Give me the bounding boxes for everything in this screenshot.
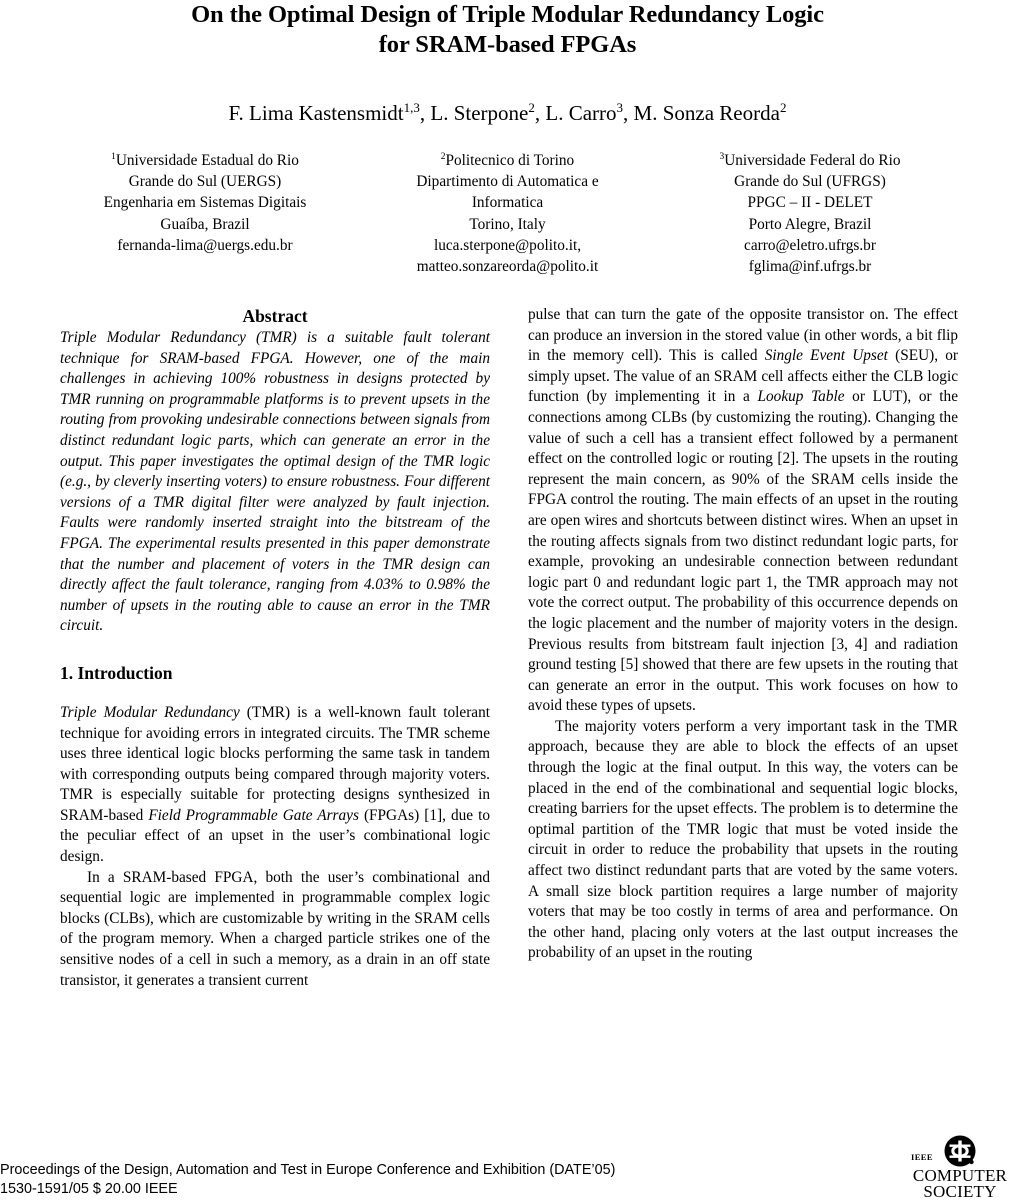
affiliation-2-line-3: Informatica	[471, 194, 544, 212]
intro-paragraph-1	[60, 703, 490, 868]
section-heading-introduction: 1. Introduction	[60, 662, 173, 683]
author-1-name: F. Lima Kastensmidt	[228, 101, 404, 125]
footer-line-proceedings: Proceedings of the Design, Automation and Test in Europe Conference and Exhibition (DATE’05)	[0, 1162, 616, 1178]
footer-line-issn: 1530-1591/05 $ 20.00 IEEE	[0, 1180, 178, 1197]
title-line-2: for SRAM-based FPGAs	[378, 31, 637, 58]
affiliation-2-marker: 2	[440, 151, 446, 162]
affiliation-3-institution: Universidade Federal do Rio	[724, 152, 901, 169]
author-3-name: L. Carro	[545, 101, 617, 125]
ieee-circle-emblem-icon	[941, 1134, 979, 1168]
affiliation-2	[358, 150, 658, 277]
intro-p3-text-3: or LUT), or the connections among CLBs (by customizing the routing). Changing the value of such a cell has a transient effect followed by a permanent effect on the controlled logic or routing [2]. The upsets in the routing represent the main concern, as 90% of the SRAM cells inside the FPGA control the routing. The main effects of an upset in the routing are open wires and shortcuts between distinct wires. When an upset in the routing affects signals from two distinct redundant logic parts, for example, provoking an undesirable connection between redundant logic part 0 and redundant logic part 1, the TMR approach may not vote the correct output. The probability of this occurrence depends on the logic placement and the number of majority voters in the design. Previous results from bitstream fault injection [3, 4] and radiation ground testing [5] showed that there are few upsets in the routing that can generate an error in the output. This work focuses on how to avoid these types of upsets.	[528, 388, 958, 715]
intro-p3-italic-2: Lookup Table	[757, 388, 845, 406]
ieee-computer-society-logo	[905, 1134, 1015, 1200]
affiliation-3-marker: 3	[719, 151, 725, 162]
affiliation-2-line-1	[358, 150, 658, 171]
intro-paragraph-4: The majority voters perform a very important task in the TMR approach, because they are able to block the effects of an upset through the logic at the final output. In this way, the voters can be placed in the end of the combinational and sequential logic blocks, creating barriers for the upset effects. The problem is to determine the optimal partition of the TMR logic that must be voted inside the circuit in order to reduce the probability that upsets in the routing affect two distinct redundant parts that are voted by the same voters. A small size block partition requires a large number of majority voters that may be too costly in terms of area and performance. On the other hand, placing only voters at the last output increases the probability of an upset in the routing	[528, 717, 958, 962]
intro-p3-text-2: (SEU), or simply upset. The value of an SRAM cell affects either the CLB logic function (by implementing it in a	[528, 347, 958, 406]
logo-ieee-text: IEEE	[911, 1152, 933, 1162]
affiliation-2-line-2: Dipartimento di Automatica e	[416, 173, 599, 191]
logo-emblem-row	[905, 1134, 1015, 1168]
intro-p1-italic-1: Triple Modular Redundancy	[60, 703, 240, 721]
affiliation-3-email-2: fglima@inf.ufrgs.br	[748, 258, 872, 276]
intro-p1-italic-2: Field Programmable Gate Arrays	[148, 806, 359, 824]
affiliation-1	[55, 150, 355, 256]
affiliation-1-line-4: Guaíba, Brazil	[160, 215, 250, 233]
affiliation-1-institution: Universidade Estadual do Rio	[115, 152, 299, 169]
affiliation-1-line-1	[55, 150, 355, 171]
affiliation-3-line-4: Porto Alegre, Brazil	[748, 215, 872, 233]
intro-paragraph-2: In a SRAM-based FPGA, both the user’s combinational and sequential logic are implemented in programmable complex logic blocks (CLBs), which are customizable by writing in the SRAM cells of the program memory. When a charged particle strikes one of the sensitive nodes of a cell in such a memory, as a drain in an off state transistor, it generates a transient current	[60, 868, 490, 989]
affiliation-3-line-2: Grande do Sul (UFRGS)	[734, 173, 886, 191]
affiliation-3-line-1	[660, 150, 960, 171]
author-4-name: M. Sonza Reorda	[633, 101, 780, 125]
page-title	[60, 0, 955, 60]
intro-p3-italic-1: Single Event Upset	[764, 347, 888, 365]
intro-p1-text-2: (FPGAs) [1], due to the peculiar effect of an upset in the user’s combinational logic design.	[60, 806, 490, 866]
author-4-affiliation-marker: 2	[779, 100, 787, 115]
intro-paragraph-3	[528, 305, 958, 717]
author-sep-2: ,	[534, 101, 546, 125]
affiliation-1-email: fernanda-lima@uergs.edu.br	[117, 236, 293, 254]
affiliation-2-institution: Politecnico di Torino	[445, 152, 575, 169]
author-2-name: L. Sterpone	[430, 101, 529, 125]
affiliation-block	[55, 150, 960, 277]
column-right	[528, 305, 958, 964]
affiliation-3-line-3: PPGC – II - DELET	[747, 194, 873, 212]
author-3-affiliation-marker: 3	[616, 100, 624, 115]
affiliation-2-email-2: matteo.sonzareorda@polito.it	[416, 258, 599, 276]
intro-p1-text-1: (TMR) is a well-known fault tolerant technique for avoiding errors in integrated circuits. The TMR scheme uses three identical logic blocks performing the same task in tandem with corresponding outputs being compared through majority voters. TMR is especially suitable for protecting designs synthesized in SRAM-based	[60, 703, 490, 824]
intro-p3-text-1: pulse that can turn the gate of the opposite transistor on. The effect can produce an inversion in the stored value (in other words, a bit flip in the memory cell). This is called	[528, 306, 958, 365]
title-line-1: On the Optimal Design of Triple Modular Redundancy Logic	[191, 1, 824, 28]
abstract-text: Triple Modular Redundancy (TMR) is a suitable fault tolerant technique for SRAM-based FPGA. However, one of the main challenges in achieving 100% robustness in designs protected by TMR running on programmable platforms is to prevent upsets in the routing from provoking undesirable connections between signals from distinct redundant logic parts, which can generate an error in the output. This paper investigates the optimal design of the TMR logic (e.g., by cleverly inserting voters) to ensure robustness. Four different versions of a TMR digital filter were analyzed by fault injection. Faults were randomly inserted straight into the bitstream of the FPGA. The experimental results presented in this paper demonstrate that the number and placement of voters in the TMR design can directly affect the fault tolerance, ranging from 4.03% to 0.98% the number of upsets in the routing able to cause an error in the TMR circuit.	[60, 329, 490, 635]
logo-society-text: SOCIETY	[923, 1181, 997, 1201]
author-sep-1: ,	[419, 101, 431, 125]
column-left	[60, 305, 490, 991]
author-2-affiliation-marker: 2	[528, 100, 535, 115]
logo-computer-text: COMPUTER	[912, 1166, 1008, 1185]
affiliation-1-line-2: Grande do Sul (UERGS)	[128, 173, 282, 191]
affiliation-3-email-1: carro@eletro.ufrgs.br	[744, 236, 876, 254]
author-sep-3: ,	[623, 101, 634, 125]
affiliation-2-email-1: luca.sterpone@polito.it,	[433, 236, 582, 254]
proceedings-footer	[0, 1161, 615, 1198]
affiliation-1-marker: 1	[111, 151, 116, 162]
author-list	[60, 100, 955, 126]
affiliation-2-line-4: Torino, Italy	[469, 215, 546, 233]
affiliation-3	[660, 150, 960, 277]
affiliation-1-line-3: Engenharia em Sistemas Digitais	[103, 194, 307, 212]
author-1-affiliation-marker: 1,3	[403, 100, 420, 115]
abstract-heading: Abstract	[242, 306, 308, 326]
